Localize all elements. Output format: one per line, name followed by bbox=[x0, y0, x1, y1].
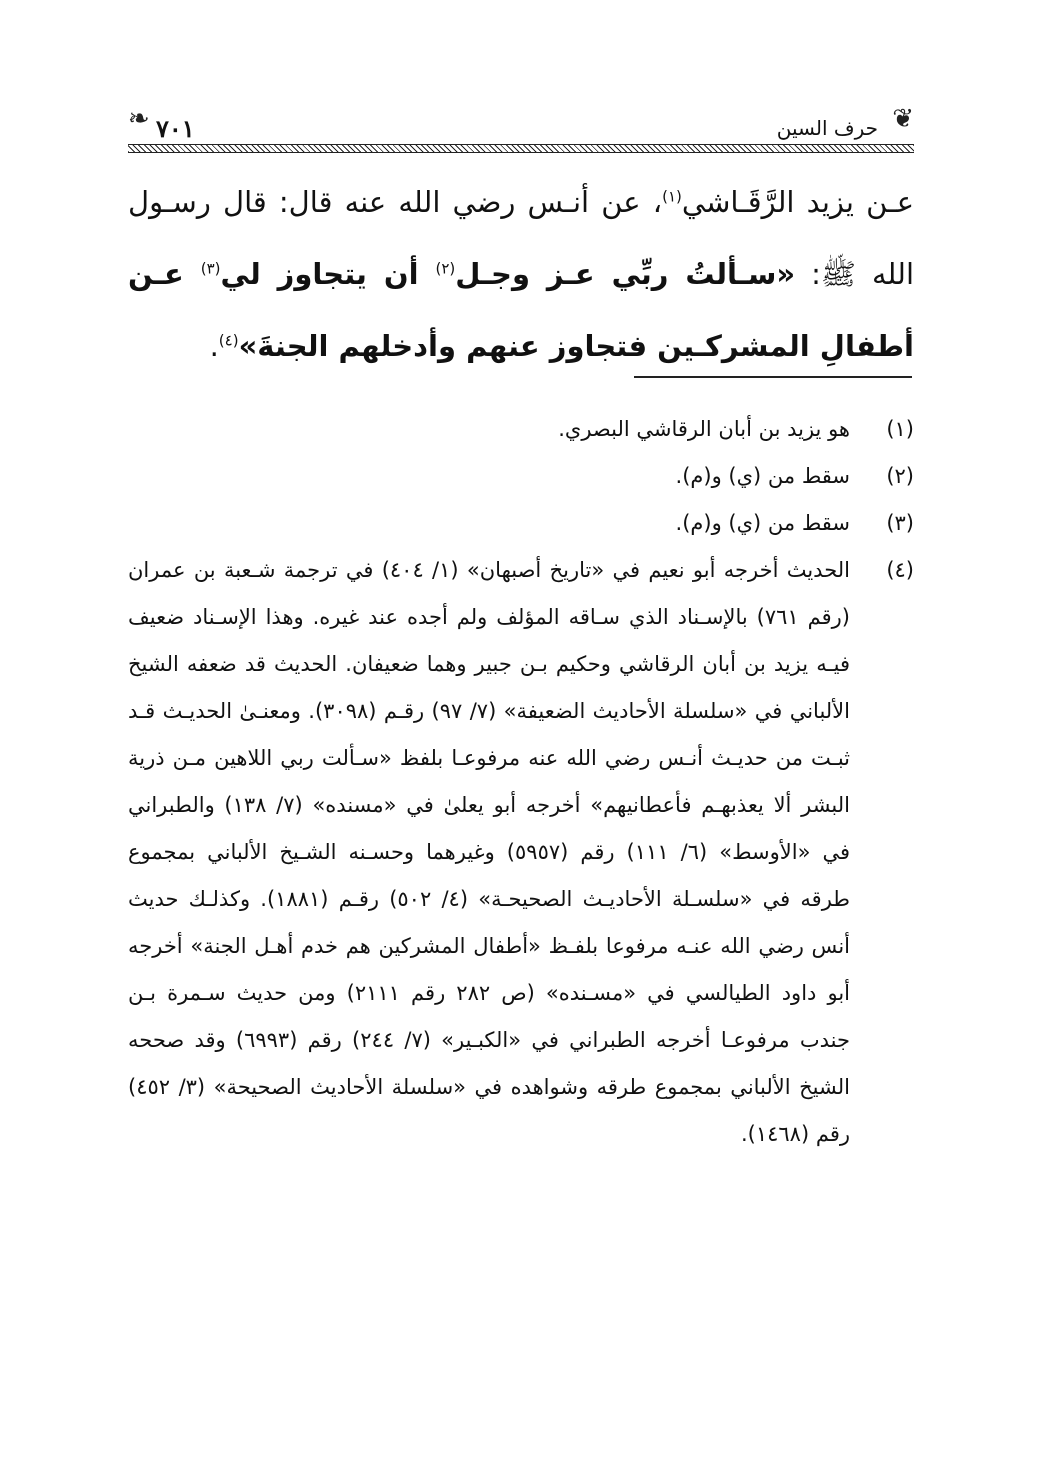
footnote-ref-3: (٣) bbox=[200, 259, 221, 278]
footnote-item bbox=[128, 500, 914, 547]
hadith-text-part2: أن يتجاوز لي bbox=[220, 257, 436, 291]
footnote-ref-2: (٢) bbox=[435, 259, 456, 278]
footnote-separator bbox=[634, 376, 912, 378]
hadith-text-part1: «سـألتُ ربِّي عـز وجـل bbox=[455, 257, 796, 291]
page-number: ٧٠١ bbox=[156, 114, 195, 143]
hadith-end-punctuation: . bbox=[209, 329, 219, 363]
footnote-text: سقط من (ي) و(م). bbox=[675, 464, 850, 488]
ornament-right-icon: ❦ bbox=[892, 104, 914, 134]
footnote-item bbox=[128, 453, 914, 500]
hadith-text-part3: عـن أطفالِ المشركـين فتجاوز عنهم وأدخلهم الجنةَ» bbox=[128, 257, 914, 363]
footnote-ref-1: (١) bbox=[662, 187, 682, 206]
footnote-ref-4: (٤) bbox=[218, 331, 239, 350]
main-hadith-text bbox=[128, 166, 914, 382]
footnote-number: (٣) bbox=[886, 511, 914, 535]
footnote-text: الحديث أخرجه أبو نعيم في «تاريخ أصبهان» (١/ ٤٠٤) في ترجمة شـعبة بن عمران (رقم ٧٦١) بالإسـناد الذي سـاقه المؤلف ولم أجده عند غيره. وهذا الإسـناد ضعيف فيـه يزيد بن أبان الرقاشي وحكيم بـن جبير وهما ضعيفان. الحديث قد ضعفه الشيخ الألباني في «سلسلة الأحاديث الضعيفة» (٧/ ٩٧) رقـم (٣٠٩٨). ومعنـىٰ الحديـث قـد ثبـت من حديـث أنـس رضي الله عنه مرفوعـا بلفظ «سـألت ربي اللاهين مـن ذرية البشر ألا يعذبهـم فأعطانيهم» أخرجه أبو يعلىٰ في «مسنده» (٧/ ١٣٨) والطبراني في «الأوسط» (٦/ ١١١) رقم (٥٩٥٧) وغيرهما وحسـنه الشـيخ الألباني بمجموع طرقه في «سلسـلة الأحاديـث الصحيحـة» (٤/ ٥٠٢) رقـم (١٨٨١). وكذلـك حديث أنس رضي الله عنـه مرفوعا بلفـظ «أطفال المشركين هم خدم أهـل الجنة» أخرجه أبو داود الطيالسي في «مسـنده» (ص ٢٨٢ رقم ٢١١١) ومن حديث سـمرة بـن جندب مرفوعـا أخرجه الطبراني في «الكبـير» (٧/ ٢٤٤) رقم (٦٩٩٣) وقد صححه الشيخ الألباني بمجموع طرقه وشواهده في «سلسلة الأحاديث الصحيحة» (٣/ ٤٥٢) رقم (١٤٦٨). bbox=[128, 558, 851, 1146]
ornament-left-icon: ❧ bbox=[128, 104, 150, 134]
footnote-number: (٤) bbox=[886, 558, 914, 582]
narration-rest: ، عن أنـس رضي الله عنه قال: قال رسـول الله ﷺ: bbox=[128, 185, 915, 291]
header-ornamental-rule bbox=[128, 144, 914, 153]
footnote-number: (١) bbox=[886, 417, 914, 441]
running-title: حرف السين bbox=[776, 116, 878, 140]
running-header bbox=[128, 98, 914, 154]
footnote-text: سقط من (ي) و(م). bbox=[675, 511, 850, 535]
footnote-text: هو يزيد بن أبان الرقاشي البصري. bbox=[558, 417, 850, 441]
footnotes-section bbox=[128, 406, 914, 1158]
footnote-item bbox=[128, 547, 914, 1158]
narration-text: عـن يزيد الرَّقَـاشي bbox=[681, 185, 914, 219]
footnote-number: (٢) bbox=[886, 464, 914, 488]
footnote-item bbox=[128, 406, 914, 453]
